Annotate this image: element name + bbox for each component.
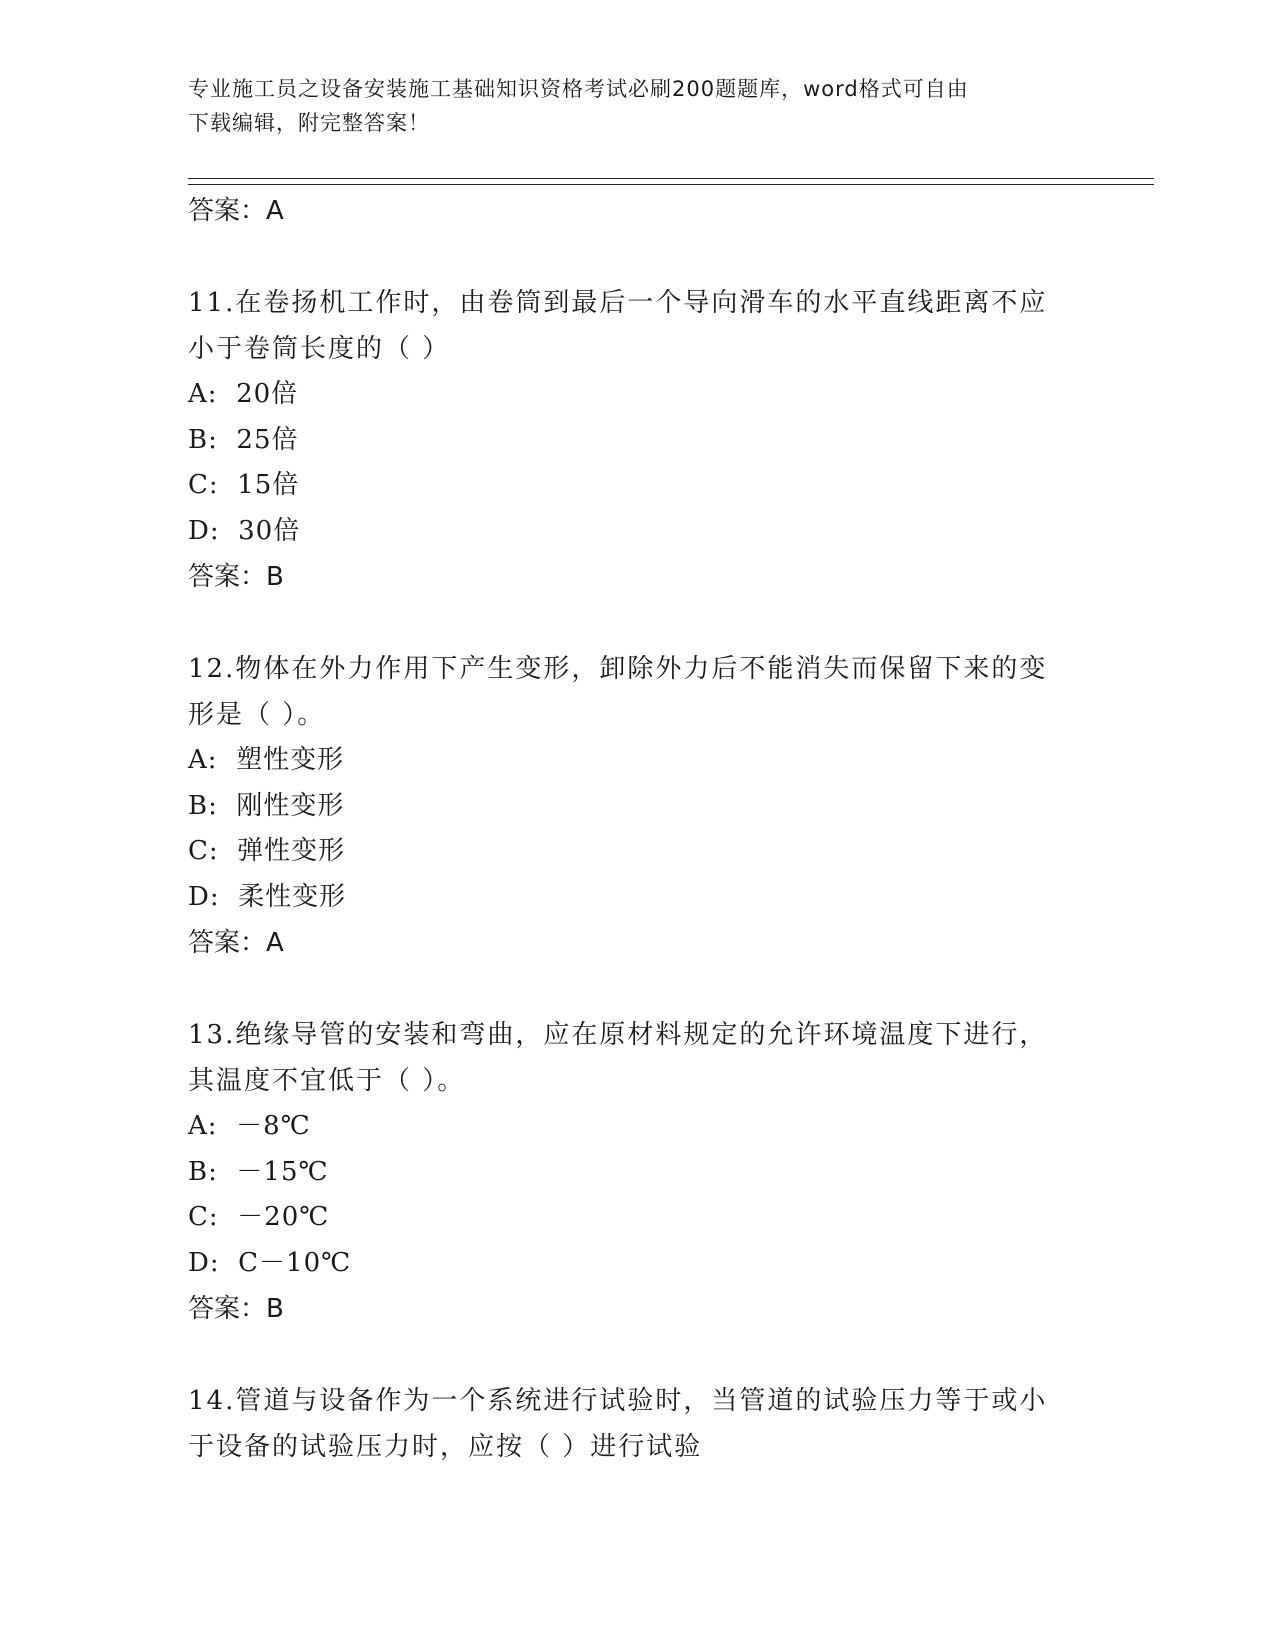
option-d: D: 柔性变形 — [188, 881, 347, 912]
question-text-line-2: 其温度不宜低于（ ）。 — [188, 1066, 466, 1096]
option-d: D: 30倍 — [188, 515, 301, 546]
option-a: A: －8℃ — [188, 1111, 311, 1141]
question-text-line-2: 于设备的试验压力时，应按（ ）进行试验 — [188, 1432, 703, 1462]
question-text-line-1: 14.管道与设备作为一个系统进行试验时，当管道的试验压力等于或小 — [188, 1386, 1048, 1416]
spacer — [188, 966, 1088, 1012]
spacer — [188, 600, 1088, 646]
option-b: B: 刚性变形 — [188, 790, 345, 821]
option-b: B: －15℃ — [188, 1156, 329, 1187]
spacer — [188, 1332, 1088, 1378]
question-text-line-2: 小于卷筒长度的（ ） — [188, 334, 451, 364]
option-c: C: －20℃ — [188, 1202, 330, 1232]
question-text-line-1: 13.绝缘导管的安装和弯曲，应在原材料规定的允许环境温度下进行， — [188, 1020, 1048, 1050]
option-a: A: 20倍 — [188, 379, 299, 409]
option-c: C: 弹性变形 — [188, 836, 346, 866]
option-a: A: 塑性变形 — [188, 745, 345, 775]
question-14 — [188, 1378, 1088, 1470]
answer-line: 答案：B — [188, 562, 284, 592]
header-rule-top — [188, 178, 1154, 179]
question-11 — [188, 280, 1088, 600]
question-text-line-1: 11.在卷扬机工作时，由卷筒到最后一个导向滑车的水平直线距离不应 — [188, 288, 1048, 318]
spacer — [188, 234, 1088, 280]
page-header — [188, 72, 1068, 140]
option-b: B: 25倍 — [188, 424, 299, 455]
option-d: D: C－10℃ — [188, 1247, 352, 1278]
header-rule-bottom — [188, 184, 1154, 185]
option-c: C: 15倍 — [188, 470, 300, 500]
answer-line: 答案：B — [188, 1294, 284, 1324]
answer-line: 答案：A — [188, 928, 284, 958]
question-text-line-2: 形是（ ）。 — [188, 700, 326, 730]
question-12 — [188, 646, 1088, 966]
header-line-2: 下载编辑，附完整答案！ — [188, 111, 430, 135]
question-list — [188, 188, 1088, 1470]
question-text-line-1: 12.物体在外力作用下产生变形，卸除外力后不能消失而保留下来的变 — [188, 654, 1048, 684]
header-line-1: 专业施工员之设备安装施工基础知识资格考试必刷200题题库，word格式可自由 — [188, 77, 969, 101]
answer-line: 答案：A — [188, 196, 284, 226]
question-13 — [188, 1012, 1088, 1332]
